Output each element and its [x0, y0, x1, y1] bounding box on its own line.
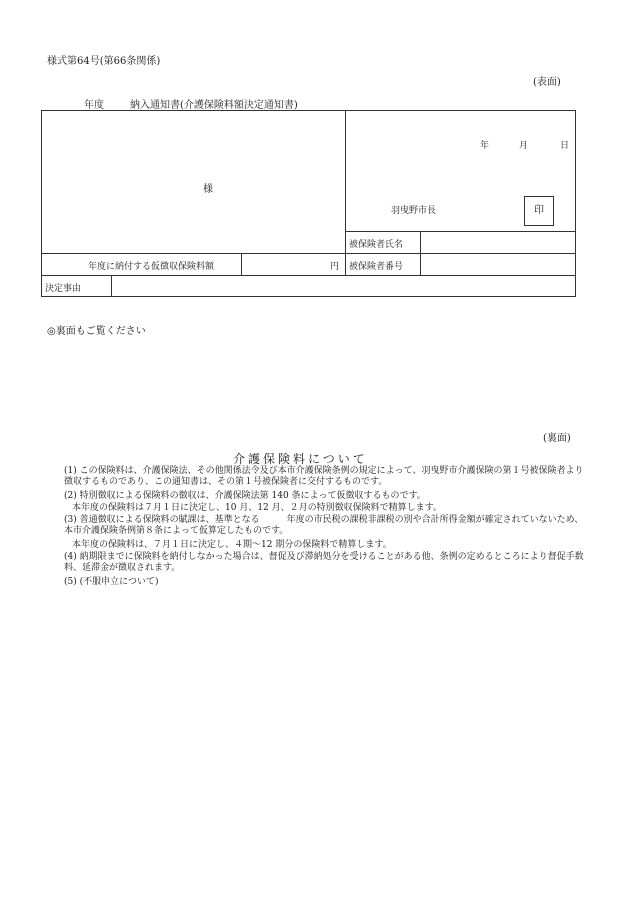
- document-title: 納入通知書(介護保険料額決定通知書): [130, 100, 298, 111]
- note-1: [64, 466, 586, 488]
- note-4: [64, 552, 586, 574]
- note-5: [64, 577, 586, 588]
- note-3: [64, 515, 586, 537]
- see-back-notice: ◎裏面もご覧ください: [47, 326, 146, 337]
- rule-reason-top: [41, 275, 576, 276]
- note-4-number: (4): [64, 552, 77, 562]
- note-4-text: 納期限までに保険料を納付しなかった場合は、督促及び滞納処分を受けることがある他、条例の定めるところにより督促手数料、延滞金が徴収されます。: [64, 552, 584, 574]
- yen-unit: 円: [330, 262, 340, 272]
- rule-amount-divider: [241, 253, 242, 275]
- decision-reason-label: 決定事由: [45, 284, 82, 294]
- addressee-suffix: 様: [203, 184, 213, 195]
- issuer: 羽曳野市長: [391, 206, 437, 216]
- fiscal-year-label: 年度: [84, 100, 104, 111]
- note-2-text: 特別徴収による保険料の徴収は、介護保険法第 140 条によって仮徴収するものです。: [79, 491, 426, 501]
- insured-number-label: 被保険者番号: [349, 262, 404, 272]
- form-number: 様式第64号(第66条関係): [47, 56, 161, 67]
- provisional-amount-label: 年度に納付する仮徴収保険料額: [88, 262, 215, 272]
- back-title: 介護保険料について: [233, 452, 368, 466]
- rule-reason-divider: [111, 275, 112, 297]
- date-year: 年: [480, 141, 490, 151]
- note-1-text: この保険料は、介護保険法、その他関係法令及び本市介護保険条例の規定によって、羽曳野市介護保険の第１号被保険者より徴収するものであり、この通知書は、その第１号被保険者に交付するものです。: [64, 466, 584, 488]
- seal-stamp: 印: [524, 196, 554, 226]
- rule-insured-name-top: [345, 231, 576, 232]
- note-5-text: (不服申立について): [79, 577, 159, 587]
- note-3-number: (3): [64, 515, 77, 525]
- note-5-number: (5): [64, 577, 77, 587]
- note-2-number: (2): [64, 491, 77, 501]
- note-3b-text: 本年度の保険料は、７月１日に決定し、４期～12 期分の保険料で精算します。: [72, 540, 392, 550]
- note-3-text: 普通徴収による保険料の賦課は、基準となる 年度の市民税の課税非課税の別や合計所得金額が確定されていないため、本市介護保険条例第８条によって仮算定したものです。: [64, 515, 584, 537]
- note-2: [64, 491, 586, 502]
- note-2b-text: 本年度の保険料は７月１日に決定し、10 月、12 月、２月の特別徴収保険料で精算します。: [72, 503, 442, 513]
- date-day: 日: [560, 141, 570, 151]
- rule-amount-top: [41, 253, 576, 254]
- note-1-number: (1): [64, 466, 77, 476]
- addressee-box-divider: [345, 110, 346, 275]
- date-month: 月: [519, 141, 529, 151]
- note-2-continuation: [72, 503, 586, 514]
- note-3-continuation: [72, 540, 586, 551]
- insured-name-label: 被保険者氏名: [349, 240, 404, 250]
- rule-label-divider: [420, 231, 421, 275]
- back-label: (裏面): [543, 433, 571, 444]
- front-label: (表面): [533, 77, 561, 88]
